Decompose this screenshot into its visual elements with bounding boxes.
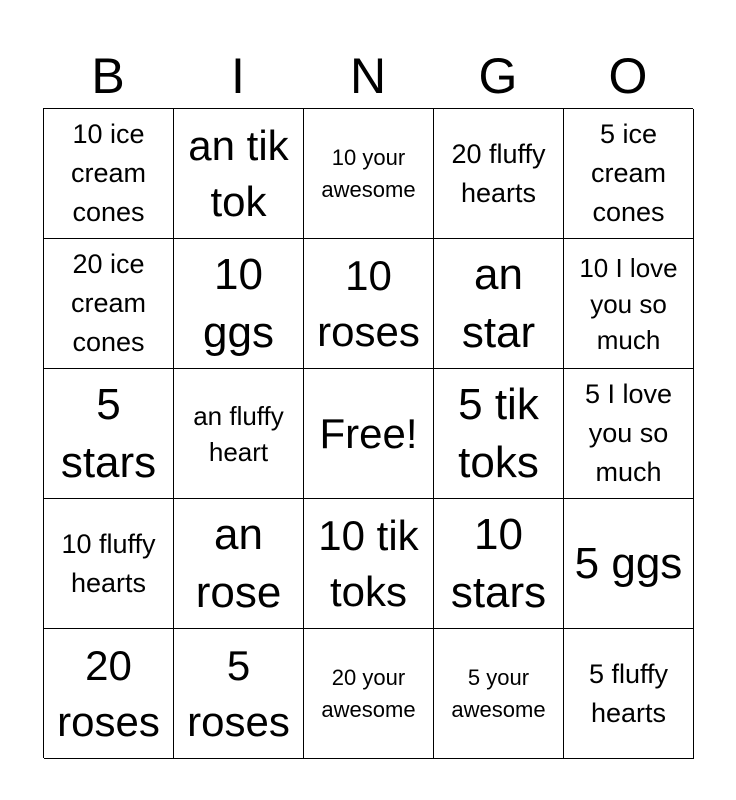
bingo-board [43,108,693,758]
cell-text: 20 roses [57,641,160,745]
cell-text: 10 roses [317,251,420,355]
cell-text: 5 your awesome [451,664,546,722]
bingo-cell-r3-c5[interactable] [564,369,694,499]
cell-text: 20 your awesome [321,664,416,722]
bingo-cell-r5-c5[interactable] [564,629,694,759]
cell-text: 10 ggs [203,249,274,357]
bingo-cell-r5-c4[interactable] [434,629,564,759]
bingo-cell-r1-c3[interactable] [304,109,434,239]
bingo-cell-r1-c1[interactable] [44,109,174,239]
cell-text: 5 tik toks [458,379,539,487]
cell-text: 5 ggs [574,538,683,588]
cell-text: 5 I love you so much [584,379,673,487]
cell-text: 10 ice cream cones [70,119,146,227]
cell-text: 10 stars [450,509,547,617]
bingo-cell-r2-c5[interactable] [564,239,694,369]
cell-text: 10 tik toks [318,511,419,615]
cell-text: 5 roses [187,641,290,745]
bingo-cell-r2-c4[interactable] [434,239,564,369]
bingo-cell-r4-c4[interactable] [434,499,564,629]
bingo-cell-r2-c1[interactable] [44,239,174,369]
cell-text: 5 fluffy hearts [588,658,669,728]
cell-text: an star [461,249,536,357]
bingo-cell-r4-c2[interactable] [174,499,304,629]
cell-text: 10 fluffy hearts [61,528,156,598]
bingo-cell-r1-c2[interactable] [174,109,304,239]
bingo-cell-r5-c1[interactable] [44,629,174,759]
cell-text: 10 your awesome [321,144,416,202]
bingo-cell-r3-c1[interactable] [44,369,174,499]
bingo-cell-r1-c4[interactable] [434,109,564,239]
cell-text: 5 stars [60,379,157,487]
bingo-cell-r5-c2[interactable] [174,629,304,759]
cell-text: an fluffy heart [193,400,284,467]
bingo-cell-r3-c3[interactable] [304,369,434,499]
cell-text: an tik tok [188,121,289,225]
cell-text: 10 I love you so much [579,252,678,355]
header-letter-g: G [478,48,518,104]
header-letter-i: I [231,48,245,104]
bingo-cell-r4-c1[interactable] [44,499,174,629]
bingo-cell-r5-c3[interactable] [304,629,434,759]
cell-text: 20 fluffy hearts [451,138,546,208]
bingo-cell-r4-c5[interactable] [564,499,694,629]
header-letter-o: O [608,48,648,104]
bingo-cell-r3-c4[interactable] [434,369,564,499]
bingo-cell-r2-c2[interactable] [174,239,304,369]
header-letter-n: N [349,48,387,104]
cell-text: an rose [195,509,282,617]
bingo-cell-r3-c2[interactable] [174,369,304,499]
bingo-cell-r1-c5[interactable] [564,109,694,239]
bingo-cell-r4-c3[interactable] [304,499,434,629]
bingo-header [43,46,693,106]
cell-text: 5 ice cream cones [590,119,666,227]
header-letter-b: B [91,48,125,104]
bingo-cell-r2-c3[interactable] [304,239,434,369]
cell-text: 20 ice cream cones [70,249,146,357]
free-space-text: Free! [319,409,418,457]
